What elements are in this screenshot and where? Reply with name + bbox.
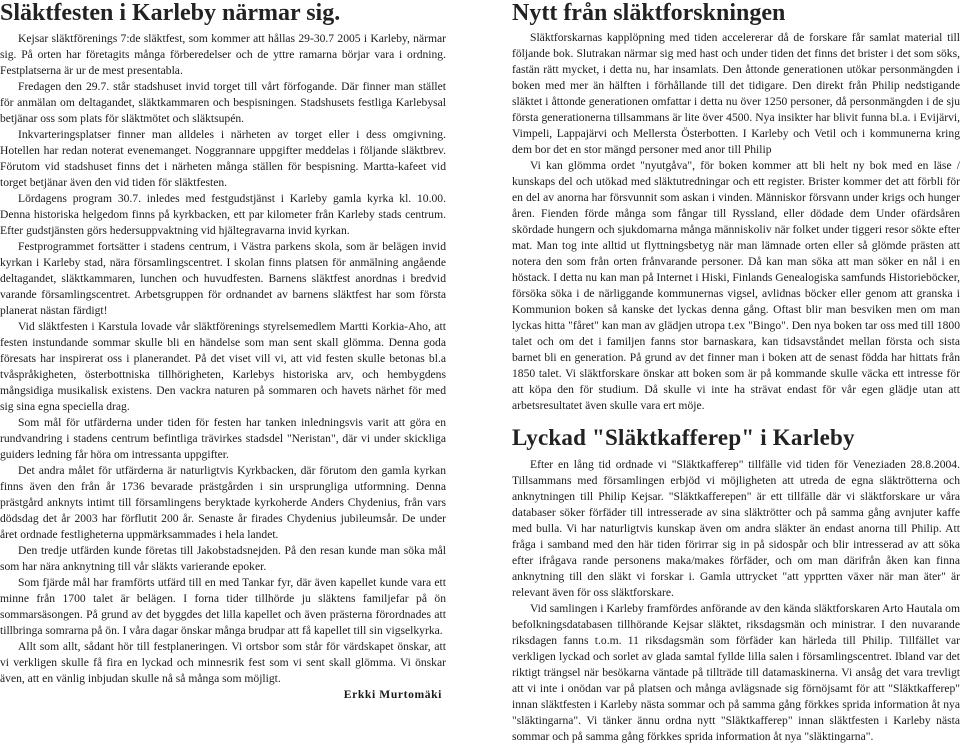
paragraph: Festprogrammet fortsätter i stadens centrum, i Västra parkens skola, som är belägen invid kyrkan i Karleby stad, nära församlingscentret. I skolan finns platsen för anmälning angående deltagandet, släktkammaren, lunchen och huvudfesten. Barnens släktfest anordnas i bredvid varande församlingscentret. Arbetsgruppen för ordnandet av barnens släktfest har som första planerat nästan färdigt! bbox=[0, 240, 446, 317]
paragraph: Vi kan glömma ordet "nyutgåva", för boken kommer att bli helt ny bok med en läse / kunskaps del och utökad med släktutredningar och ett register. Brister kommer det att förbli för en del av anorna har försvunnit som askan i vinden. Människor försvann under krigs och hunger åren. Fienden förde många som fångar till Ryssland, eller dödade dem Under ofärdsåren skördade hungern och sjukdomarna många människoliv när folket under tiggeri resor sökte efter mat. Man tog inte alltid ut flyttningsbetyg när man lämnade orten eller så glömde prästen att notera den som från orten frånvarande personer. Då kan man söka att man söker en nål i en höstack. I detta nu kan man på Internet i Hiski, Finlands Genealogiska samfunds Historieböcker, försöka söka i de närliggande kommunernas vigsel, avlidnas böcker eller genom att granska i Kommunion boken så kanske det lyckas denna gång. Oftast blir man besviken men om man lyckas hitta "fåret" kan man av glädjen utropa t.ex "Bingo". Den nya boken tar oss med till 1800 talet och om det i familjen fanns stor barnaskara, kan tidsavståndet mellan första och sista barnet bli en generation. På grund av det finner man i boken att de senast födda har hittats från 1850 talet. Vi släktforskare önskar att boken som är på kommande skulle väcka ett intresse för att köpa den för studium. Då skulle vi inte ha strävat endast för vår egen glädje utan att arbetsresultatet även skulle vara ert möje. bbox=[512, 159, 960, 412]
author-signature: Erkki Murtomäki bbox=[343, 688, 442, 701]
paragraph: Det andra målet för utfärderna är naturligtvis Kyrkbacken, där förutom den gamla kyrkan finns även den från år 1736 bevarade prästgården i sin ursprungliga utformning. Denna prästgård anknyts intimt till församlingens beryktade kyrkoherde Anders Chydenius, från vars dödsdag det år 2003 har förflutit 200 år. Senaste år firades Chydenius jubileumsår. De under året ordnade festligheterna uppmärksammades i hela landet. bbox=[0, 464, 446, 541]
article-heading-slaktkafferep: Lyckad "Släktkafferep" i Karleby bbox=[512, 425, 855, 450]
article-heading-nytt: Nytt från släktforskningen bbox=[512, 0, 786, 26]
paragraph: Den tredje utfärden kunde företas till Jakobstadsnejden. På den resan kunde man söka mål som har nära anknytning till vår släkts varierande epoker. bbox=[0, 544, 446, 573]
paragraph: Fredagen den 29.7. står stadshuset invid torget till vårt förfogande. Där finner man stället för anmälan om deltagandet, släktkammaren och bespisningen. Stadshusets festliga Karlebysal betjänar oss som plats för släktmötet och släktsupén. bbox=[0, 80, 446, 125]
left-column bbox=[0, 0, 446, 703]
paragraph: Lördagens program 30.7. inledes med festgudstjänst i Karleby gamla kyrka kl. 10.00. Denna historiska helgedom finns på kyrkbacken, ett par kilometer från Karleby stads centrum. Efter gudstjänsten görs hedersuppvaktning vid hjältegravarna invid kyrkan. bbox=[0, 192, 446, 237]
paragraph: Vid släktfesten i Karstula lovade vår släktförenings styrelsemedlem Martti Korkia-Aho, att festen instundande sommar skulle bli en händelse som man sent skall glömma. Denna goda föresats har inspirerat oss i planerandet. På det viset vill vi, att vid festen skulle betonas bl.a tvåspråkigheten, österbottniska tillhörigheten, Karlebys historiska arv, och hembygdens mångsidiga musikalisk existens. Den vackra naturen på sommaren och havets närhet för med sig sina egna speciella drag. bbox=[0, 320, 446, 413]
paragraph: Som fjärde mål har framförts utfärd till en med Tankar fyr, där även kapellet kunde vara ett minne från 1700 talet är belägen. I forna tider tillhörde ju släktens familjefar på ön sommarsäsongen. På grund av det byggdes det lilla kapellet och även prästerna förordnades att tillbringa somrarna på ön. I våra dagar önskar många brudpar att få kapellet till sin vigselkyrka. bbox=[0, 576, 446, 637]
paragraph: Som mål för utfärderna under tiden för festen har tanken inledningsvis varit att göra en rundvandring i stadens centrum befintliga trävirkes stadsdel "Neristan", där vi under skickliga guiders ledning får höra om intressanta uppgifter. bbox=[0, 416, 446, 461]
article-body-slaktfesten bbox=[0, 31, 446, 687]
paragraph: Inkvarteringsplatser finner man alldeles i närheten av torget eller i dess omgivning. Hotellen har redan noterat evenemanget. Noggrannare uppgifter meddelas i följande släktbrev. Förutom vid stadshuset finns det i närheten många ställen för bespisning. Martta-kafeet vid torget betjänar även den vid tiden för släktfesten. bbox=[0, 128, 446, 189]
article-heading-slaktfesten: Släktfesten i Karleby närmar sig. bbox=[0, 0, 341, 26]
paragraph: Kejsar släktförenings 7:de släktfest, som kommer att hållas 29-30.7 2005 i Karleby, närmar sig. På orten har företagits många förberedelser och de yttre ramarna börjar vara i ordning. Festplatserna är ur de mest presentabla. bbox=[0, 32, 446, 77]
paragraph: Efter en lång tid ordnade vi "Släktkafferep" tillfälle vid tiden för Veneziaden 28.8.2004. Tillsammans med församlingen erbjöd vi möjligheten att utreda de egna släktrötterna och anknytningen till Philip Kejsar. "Släktkafferepen" är ett tillfälle där vi släktforskare ur våra databaser söker förfäder till intresserade av sina släktrötter och på samma gång avnjuter kaffe med bulla. Vi har naturligtvis kunskap även om andra släkter än endast anorna till Philip. Att fråga i samband med den här tiden förirrar sig in på sidospår och blir intresserad av att söka efter ifrågava rande personens maka/makes förfäder, och om man därifrån åken kan finna anknytning till den släkt vi forskar i. Gamla uttrycket "att ypprtten växer när man äter" är relevant även för oss släktforskare. bbox=[512, 458, 960, 599]
paragraph: Släktforskarnas kapplöpning med tiden accelererar då de forskare får samlat material till följande bok. Slutrakan närmar sig med hast och under tiden det finns det brister i det som söks, fastän rätt mycket, i detta nu, har insamlats. Den åttonde generationen utökar personmängden i boken med mer än hälften i förhållande till det tidigare. Den direkt från Philip nedstigande släktet i åttonde generationen omfattar i detta nu över 1250 personer, då personmängden i de sju första generationerna tillsammans är lite över 4500. Nya insikter har blivit funna bl.a. i Evijärvi, Vimpeli, Lappajärvi och Mellersta Österbotten. I Karleby och Vetil och i kommunerna kring dem bor det en stor mängd personer med anor till Philip bbox=[512, 31, 960, 156]
paragraph: Vid samlingen i Karleby framfördes anförande av den kända släktforskaren Arto Hautala om befolkningsdatabasen tillhörande Kejsar släktet, riksdagsmän och ministrar. I den nuvarande riksdagen fanns t.o.m. 11 riksdagsmän som förfäder kan härleda till Philip. Tillfället var verkligen lyckad och sorlet av glada samtal fyllde lilla salen i församlingscentret. Ibland var det riktigt trängsel när besökarna väntade på tillträde till datamaskinerna. Vi ansåg det vara trevligt att vi inte i onödan var på platsen och många avlägsnade sig förnöjsamt för att "Släktkafferep" innan släktfesten i Karleby nästa sommar och på samma gång förkkes sprida information åt nya "släktingarna". Vi tänker ännu ordna nytt "Släktkafferep" innan släktfesten i Karleby nästa sommar och på samma gång förkkes sprida information åt nya "släktingarna". bbox=[512, 602, 960, 743]
article-body-nytt bbox=[512, 30, 960, 414]
right-column bbox=[512, 0, 960, 745]
article-body-slaktkafferep bbox=[512, 457, 960, 745]
paragraph: Allt som allt, sådant hör till festplaneringen. Vi ortsbor som står för värdskapet önskar, att vi verkligen skulle få fira en lyckad och minnesrik fest som vi sent skall glömma. Vi önskar även, att en vänlig inbjudan skulle nå så många som möjligt. bbox=[0, 640, 446, 685]
